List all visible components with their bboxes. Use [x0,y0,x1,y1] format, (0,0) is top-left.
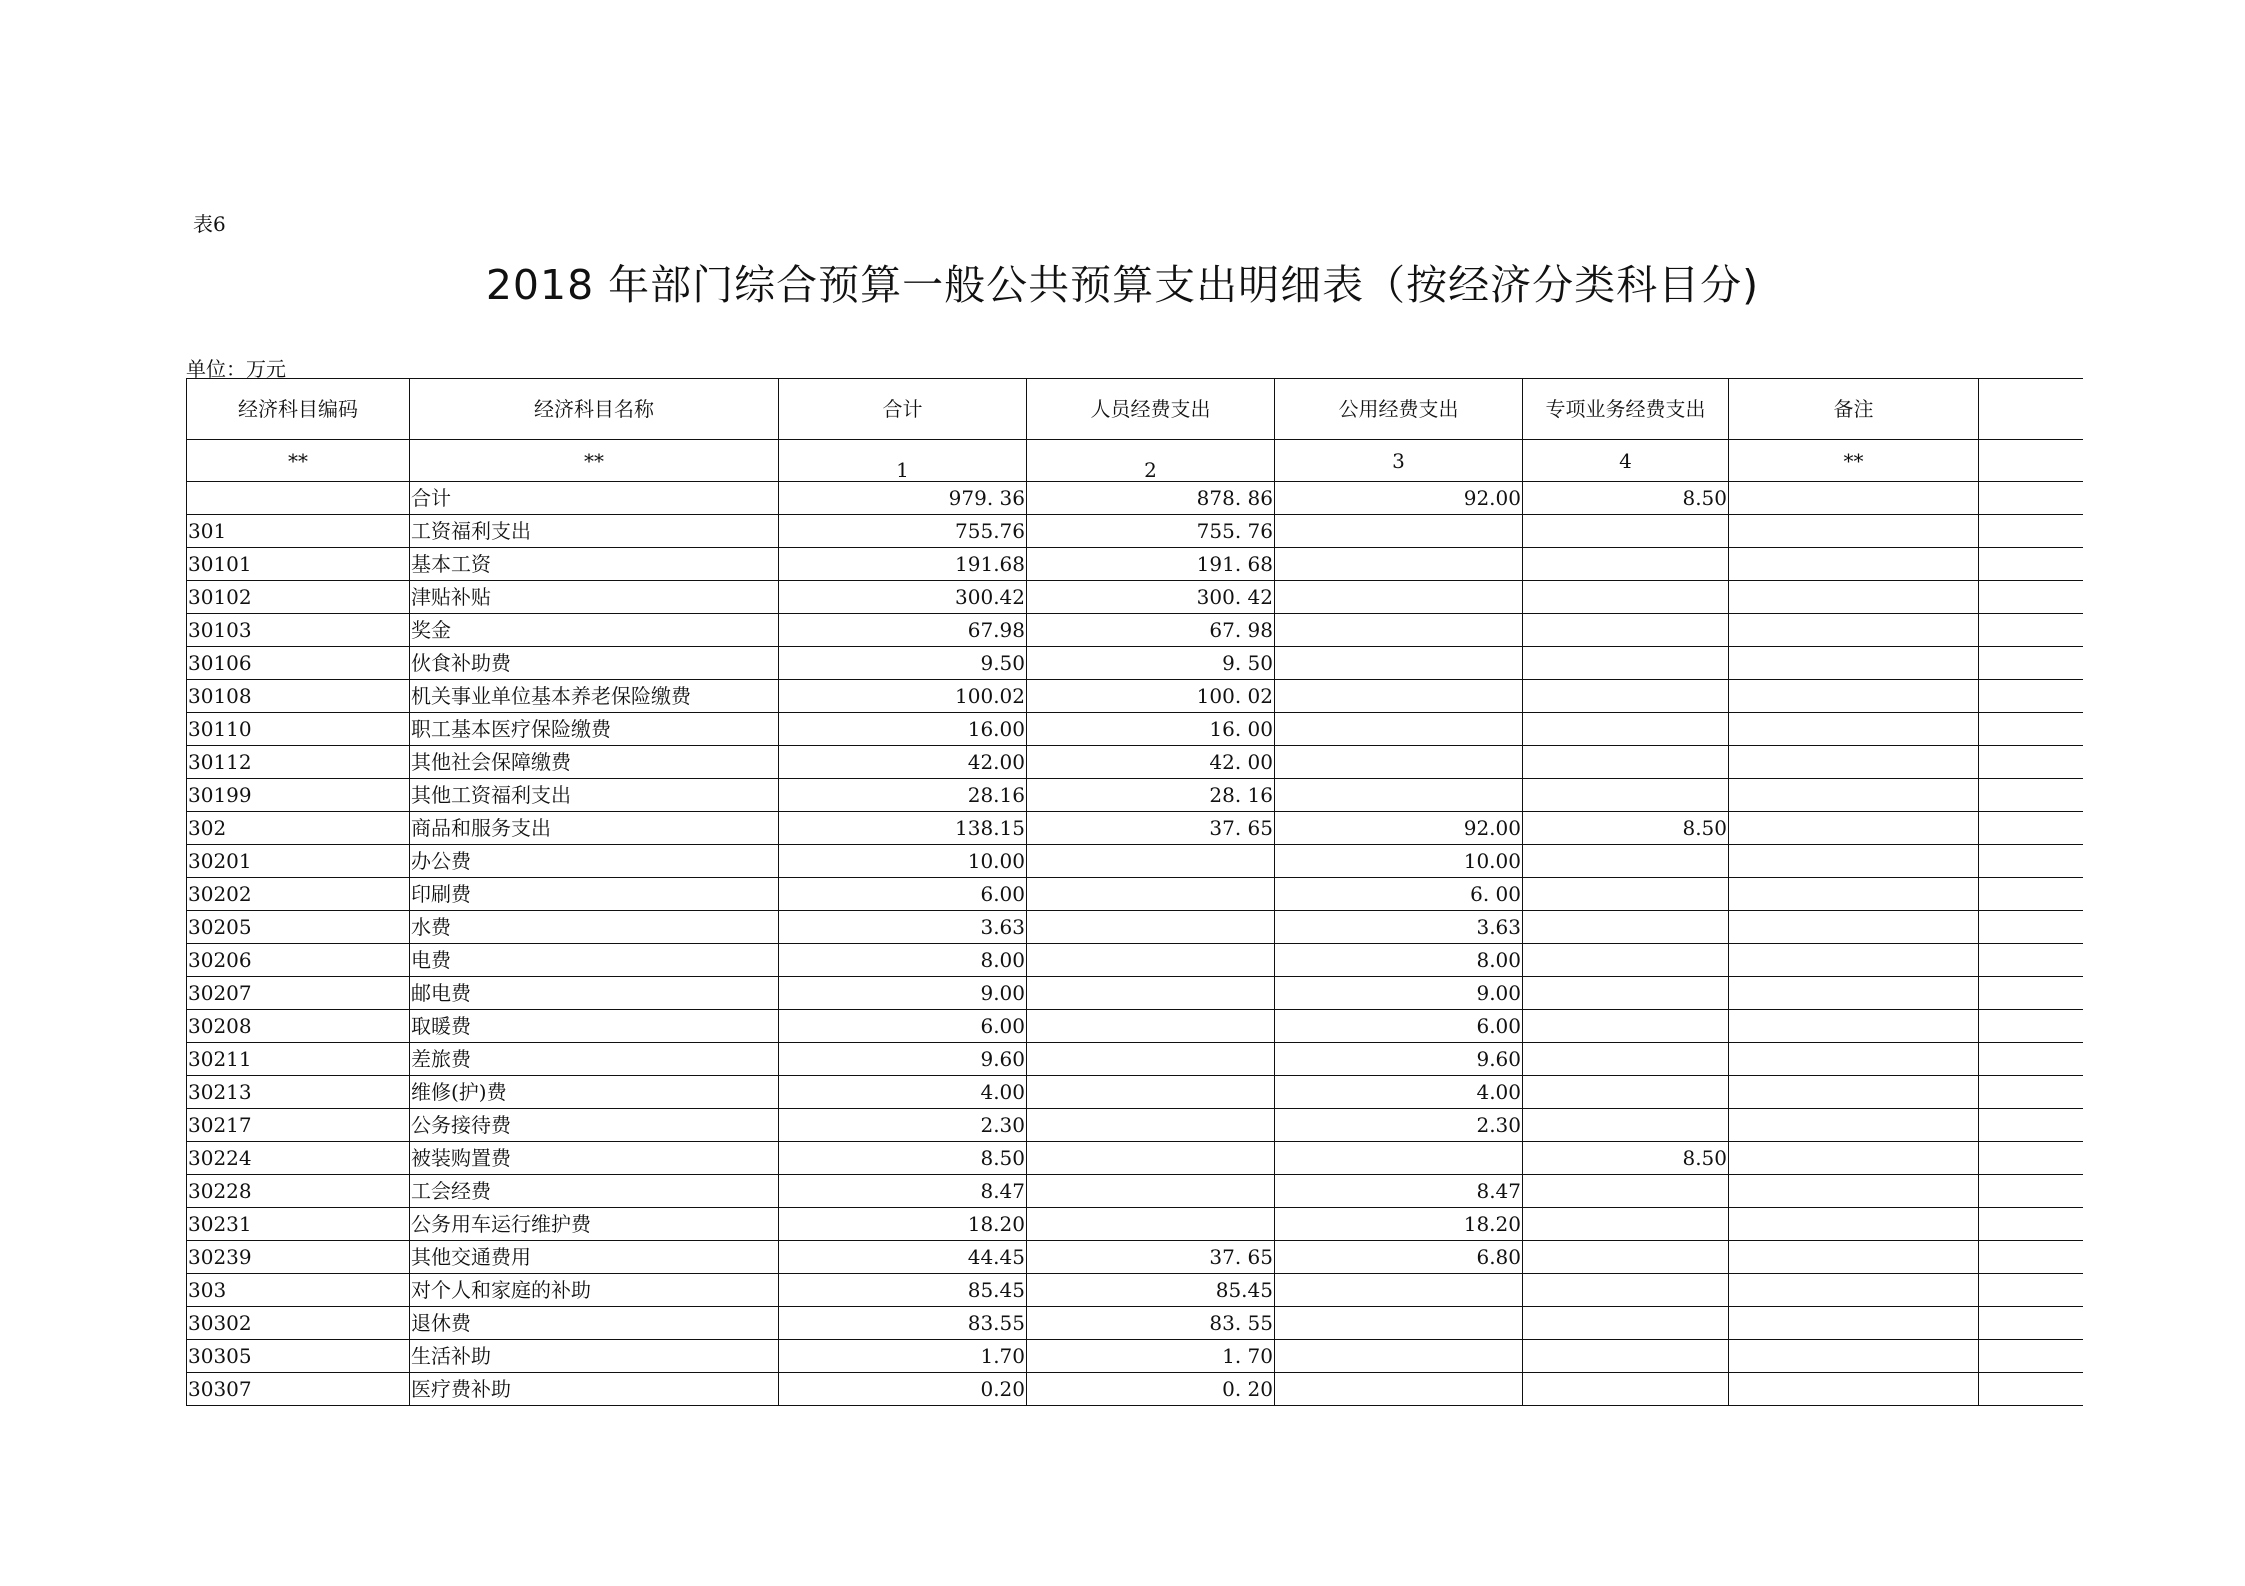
row-name: 电费 [410,944,779,977]
row-public: 8.47 [1275,1175,1523,1208]
row-personnel: 37. 65 [1027,1241,1275,1274]
row-public [1275,746,1523,779]
table-row [187,515,2083,548]
row-remark [1729,911,1979,944]
row-special [1523,1307,1729,1340]
header-remark: 备注 [1729,379,1979,440]
row-special [1523,779,1729,812]
row-extra [1979,746,2083,779]
row-extra [1979,1010,2083,1043]
row-public: 92.00 [1275,482,1523,515]
row-remark [1729,1142,1979,1175]
row-total: 85.45 [779,1274,1027,1307]
row-total: 100.02 [779,680,1027,713]
row-code: 30231 [187,1208,410,1241]
row-public [1275,1274,1523,1307]
row-name: 对个人和家庭的补助 [410,1274,779,1307]
row-public [1275,1340,1523,1373]
row-total: 191.68 [779,548,1027,581]
row-special [1523,1175,1729,1208]
row-code: 30228 [187,1175,410,1208]
table-row [187,614,2083,647]
table-row [187,1076,2083,1109]
row-total: 8.00 [779,944,1027,977]
row-personnel: 83. 55 [1027,1307,1275,1340]
row-public: 9.60 [1275,1043,1523,1076]
row-public: 6.80 [1275,1241,1523,1274]
row-remark [1729,1241,1979,1274]
row-remark [1729,944,1979,977]
row-remark [1729,1109,1979,1142]
row-remark [1729,1076,1979,1109]
row-extra [1979,1109,2083,1142]
index-total: 1 [779,440,1027,482]
row-name: 公务接待费 [410,1109,779,1142]
table-row [187,1175,2083,1208]
row-public [1275,680,1523,713]
row-public: 2.30 [1275,1109,1523,1142]
row-code: 30213 [187,1076,410,1109]
row-public [1275,614,1523,647]
table-row [187,746,2083,779]
row-name: 其他社会保障缴费 [410,746,779,779]
row-special [1523,1109,1729,1142]
row-personnel [1027,1109,1275,1142]
row-total: 300.42 [779,581,1027,614]
table-row [187,1010,2083,1043]
row-public [1275,647,1523,680]
row-remark [1729,1043,1979,1076]
row-code: 30199 [187,779,410,812]
row-name: 水费 [410,911,779,944]
row-code: 30208 [187,1010,410,1043]
row-name: 其他交通费用 [410,1241,779,1274]
row-remark [1729,1175,1979,1208]
row-special: 8.50 [1523,1142,1729,1175]
row-public: 6.00 [1275,1010,1523,1043]
row-public: 18.20 [1275,1208,1523,1241]
row-remark [1729,647,1979,680]
row-total: 67.98 [779,614,1027,647]
row-remark [1729,1373,1979,1406]
document-title: 2018 年部门综合预算一般公共预算支出明细表（按经济分类科目分) [485,261,1760,309]
row-special [1523,1043,1729,1076]
row-total: 28.16 [779,779,1027,812]
table-row [187,1043,2083,1076]
row-total: 9.50 [779,647,1027,680]
row-personnel [1027,878,1275,911]
row-public [1275,581,1523,614]
table-row [187,812,2083,845]
row-personnel: 100. 02 [1027,680,1275,713]
row-special [1523,1208,1729,1241]
row-remark [1729,1274,1979,1307]
index-special: 4 [1523,440,1729,482]
index-extra [1979,440,2083,482]
row-remark [1729,878,1979,911]
header-row [187,379,2083,440]
row-remark [1729,746,1979,779]
row-total: 979. 36 [779,482,1027,515]
table-number: 表6 [193,212,226,236]
row-code: 30217 [187,1109,410,1142]
row-remark [1729,779,1979,812]
row-special [1523,1274,1729,1307]
row-special: 8.50 [1523,812,1729,845]
row-extra [1979,1175,2083,1208]
row-special [1523,1340,1729,1373]
row-code: 30305 [187,1340,410,1373]
row-personnel: 0. 20 [1027,1373,1275,1406]
table-row [187,1208,2083,1241]
header-special: 专项业务经费支出 [1523,379,1729,440]
row-name: 商品和服务支出 [410,812,779,845]
row-code: 30202 [187,878,410,911]
row-total: 8.50 [779,1142,1027,1175]
row-special [1523,845,1729,878]
table-row [187,482,2083,515]
header-name: 经济科目名称 [410,379,779,440]
row-personnel [1027,911,1275,944]
row-extra [1979,878,2083,911]
row-code: 30206 [187,944,410,977]
table-row [187,713,2083,746]
table-row [187,1109,2083,1142]
row-name: 其他工资福利支出 [410,779,779,812]
row-name: 合计 [410,482,779,515]
row-remark [1729,614,1979,647]
row-public [1275,1373,1523,1406]
table-row [187,845,2083,878]
row-extra [1979,1241,2083,1274]
row-special [1523,680,1729,713]
row-total: 755.76 [779,515,1027,548]
row-personnel: 878. 86 [1027,482,1275,515]
table-row [187,1373,2083,1406]
row-public: 8.00 [1275,944,1523,977]
index-personnel: 2 [1027,440,1275,482]
row-remark [1729,482,1979,515]
row-personnel [1027,944,1275,977]
row-remark [1729,977,1979,1010]
row-total: 42.00 [779,746,1027,779]
row-extra [1979,1043,2083,1076]
row-code: 30108 [187,680,410,713]
row-public: 4.00 [1275,1076,1523,1109]
header-total: 合计 [779,379,1027,440]
row-personnel: 9. 50 [1027,647,1275,680]
row-personnel [1027,1076,1275,1109]
row-special [1523,1373,1729,1406]
row-special [1523,614,1729,647]
row-code: 302 [187,812,410,845]
row-public: 6. 00 [1275,878,1523,911]
index-name: ** [410,440,779,482]
row-special [1523,515,1729,548]
row-name: 工资福利支出 [410,515,779,548]
row-code: 303 [187,1274,410,1307]
row-public [1275,713,1523,746]
row-name: 被装购置费 [410,1142,779,1175]
table-row [187,647,2083,680]
row-extra [1979,1373,2083,1406]
table-row [187,1340,2083,1373]
unit-label: 单位：万元 [186,357,286,381]
row-total: 9.60 [779,1043,1027,1076]
table-row [187,548,2083,581]
row-personnel: 28. 16 [1027,779,1275,812]
row-extra [1979,581,2083,614]
row-public [1275,1307,1523,1340]
row-total: 1.70 [779,1340,1027,1373]
row-personnel [1027,977,1275,1010]
row-code: 30102 [187,581,410,614]
row-code: 30110 [187,713,410,746]
row-code: 30201 [187,845,410,878]
row-total: 16.00 [779,713,1027,746]
row-code: 30211 [187,1043,410,1076]
row-personnel [1027,1142,1275,1175]
row-extra [1979,1274,2083,1307]
table-row [187,911,2083,944]
row-name: 邮电费 [410,977,779,1010]
header-extra [1979,379,2083,440]
row-special [1523,713,1729,746]
row-name: 办公费 [410,845,779,878]
row-total: 3.63 [779,911,1027,944]
row-remark [1729,1010,1979,1043]
row-public: 9.00 [1275,977,1523,1010]
table-row [187,1142,2083,1175]
row-remark [1729,812,1979,845]
row-remark [1729,1340,1979,1373]
row-total: 138.15 [779,812,1027,845]
row-special [1523,911,1729,944]
row-personnel: 1. 70 [1027,1340,1275,1373]
row-name: 退休费 [410,1307,779,1340]
row-remark [1729,845,1979,878]
row-code: 30205 [187,911,410,944]
row-special [1523,1241,1729,1274]
row-code: 30302 [187,1307,410,1340]
row-remark [1729,680,1979,713]
row-code [187,482,410,515]
row-extra [1979,1076,2083,1109]
row-public: 3.63 [1275,911,1523,944]
row-name: 维修(护)费 [410,1076,779,1109]
row-name: 医疗费补助 [410,1373,779,1406]
row-personnel [1027,1010,1275,1043]
row-personnel [1027,1208,1275,1241]
row-remark [1729,581,1979,614]
header-public: 公用经费支出 [1275,379,1523,440]
row-extra [1979,812,2083,845]
row-public: 92.00 [1275,812,1523,845]
row-extra [1979,647,2083,680]
row-remark [1729,713,1979,746]
table-row [187,1307,2083,1340]
budget-table [186,378,2083,1406]
row-total: 0.20 [779,1373,1027,1406]
row-personnel: 16. 00 [1027,713,1275,746]
row-personnel [1027,1043,1275,1076]
row-personnel [1027,1175,1275,1208]
row-extra [1979,977,2083,1010]
row-special [1523,1076,1729,1109]
row-code: 30101 [187,548,410,581]
row-name: 差旅费 [410,1043,779,1076]
row-total: 4.00 [779,1076,1027,1109]
row-special [1523,878,1729,911]
row-total: 9.00 [779,977,1027,1010]
table-row [187,944,2083,977]
table-row [187,1241,2083,1274]
row-extra [1979,1340,2083,1373]
row-code: 30103 [187,614,410,647]
row-name: 伙食补助费 [410,647,779,680]
row-extra [1979,548,2083,581]
row-personnel: 67. 98 [1027,614,1275,647]
row-name: 职工基本医疗保险缴费 [410,713,779,746]
row-total: 2.30 [779,1109,1027,1142]
row-code: 30207 [187,977,410,1010]
table-row [187,680,2083,713]
row-remark [1729,515,1979,548]
row-public [1275,515,1523,548]
row-personnel: 42. 00 [1027,746,1275,779]
row-personnel: 300. 42 [1027,581,1275,614]
row-name: 工会经费 [410,1175,779,1208]
table-row [187,581,2083,614]
row-special [1523,548,1729,581]
header-code: 经济科目编码 [187,379,410,440]
row-remark [1729,548,1979,581]
row-total: 83.55 [779,1307,1027,1340]
row-personnel: 85.45 [1027,1274,1275,1307]
header-personnel: 人员经费支出 [1027,379,1275,440]
row-code: 30239 [187,1241,410,1274]
row-name: 津贴补贴 [410,581,779,614]
row-special [1523,746,1729,779]
row-total: 6.00 [779,878,1027,911]
row-extra [1979,911,2083,944]
row-personnel: 37. 65 [1027,812,1275,845]
row-name: 公务用车运行维护费 [410,1208,779,1241]
row-name: 取暖费 [410,1010,779,1043]
row-extra [1979,944,2083,977]
row-total: 10.00 [779,845,1027,878]
row-public [1275,548,1523,581]
row-extra [1979,1208,2083,1241]
row-extra [1979,1142,2083,1175]
row-code: 301 [187,515,410,548]
row-total: 6.00 [779,1010,1027,1043]
row-special [1523,647,1729,680]
row-special: 8.50 [1523,482,1729,515]
row-personnel [1027,845,1275,878]
row-special [1523,1010,1729,1043]
row-extra [1979,779,2083,812]
row-name: 机关事业单位基本养老保险缴费 [410,680,779,713]
row-extra [1979,845,2083,878]
row-personnel: 755. 76 [1027,515,1275,548]
row-extra [1979,482,2083,515]
row-remark [1729,1208,1979,1241]
row-code: 30307 [187,1373,410,1406]
row-extra [1979,713,2083,746]
row-special [1523,944,1729,977]
row-total: 18.20 [779,1208,1027,1241]
index-row [187,440,2083,482]
row-public [1275,1142,1523,1175]
index-code: ** [187,440,410,482]
row-code: 30106 [187,647,410,680]
row-public: 10.00 [1275,845,1523,878]
row-extra [1979,1307,2083,1340]
row-extra [1979,515,2083,548]
row-total: 44.45 [779,1241,1027,1274]
row-name: 印刷费 [410,878,779,911]
row-code: 30112 [187,746,410,779]
row-remark [1729,1307,1979,1340]
row-name: 生活补助 [410,1340,779,1373]
row-name: 奖金 [410,614,779,647]
table-row [187,977,2083,1010]
index-public: 3 [1275,440,1523,482]
table-row [187,878,2083,911]
row-special [1523,581,1729,614]
row-extra [1979,614,2083,647]
row-name: 基本工资 [410,548,779,581]
row-extra [1979,680,2083,713]
row-personnel: 191. 68 [1027,548,1275,581]
table-row [187,1274,2083,1307]
row-public [1275,779,1523,812]
table-row [187,779,2083,812]
row-total: 8.47 [779,1175,1027,1208]
row-code: 30224 [187,1142,410,1175]
row-special [1523,977,1729,1010]
index-remark: ** [1729,440,1979,482]
